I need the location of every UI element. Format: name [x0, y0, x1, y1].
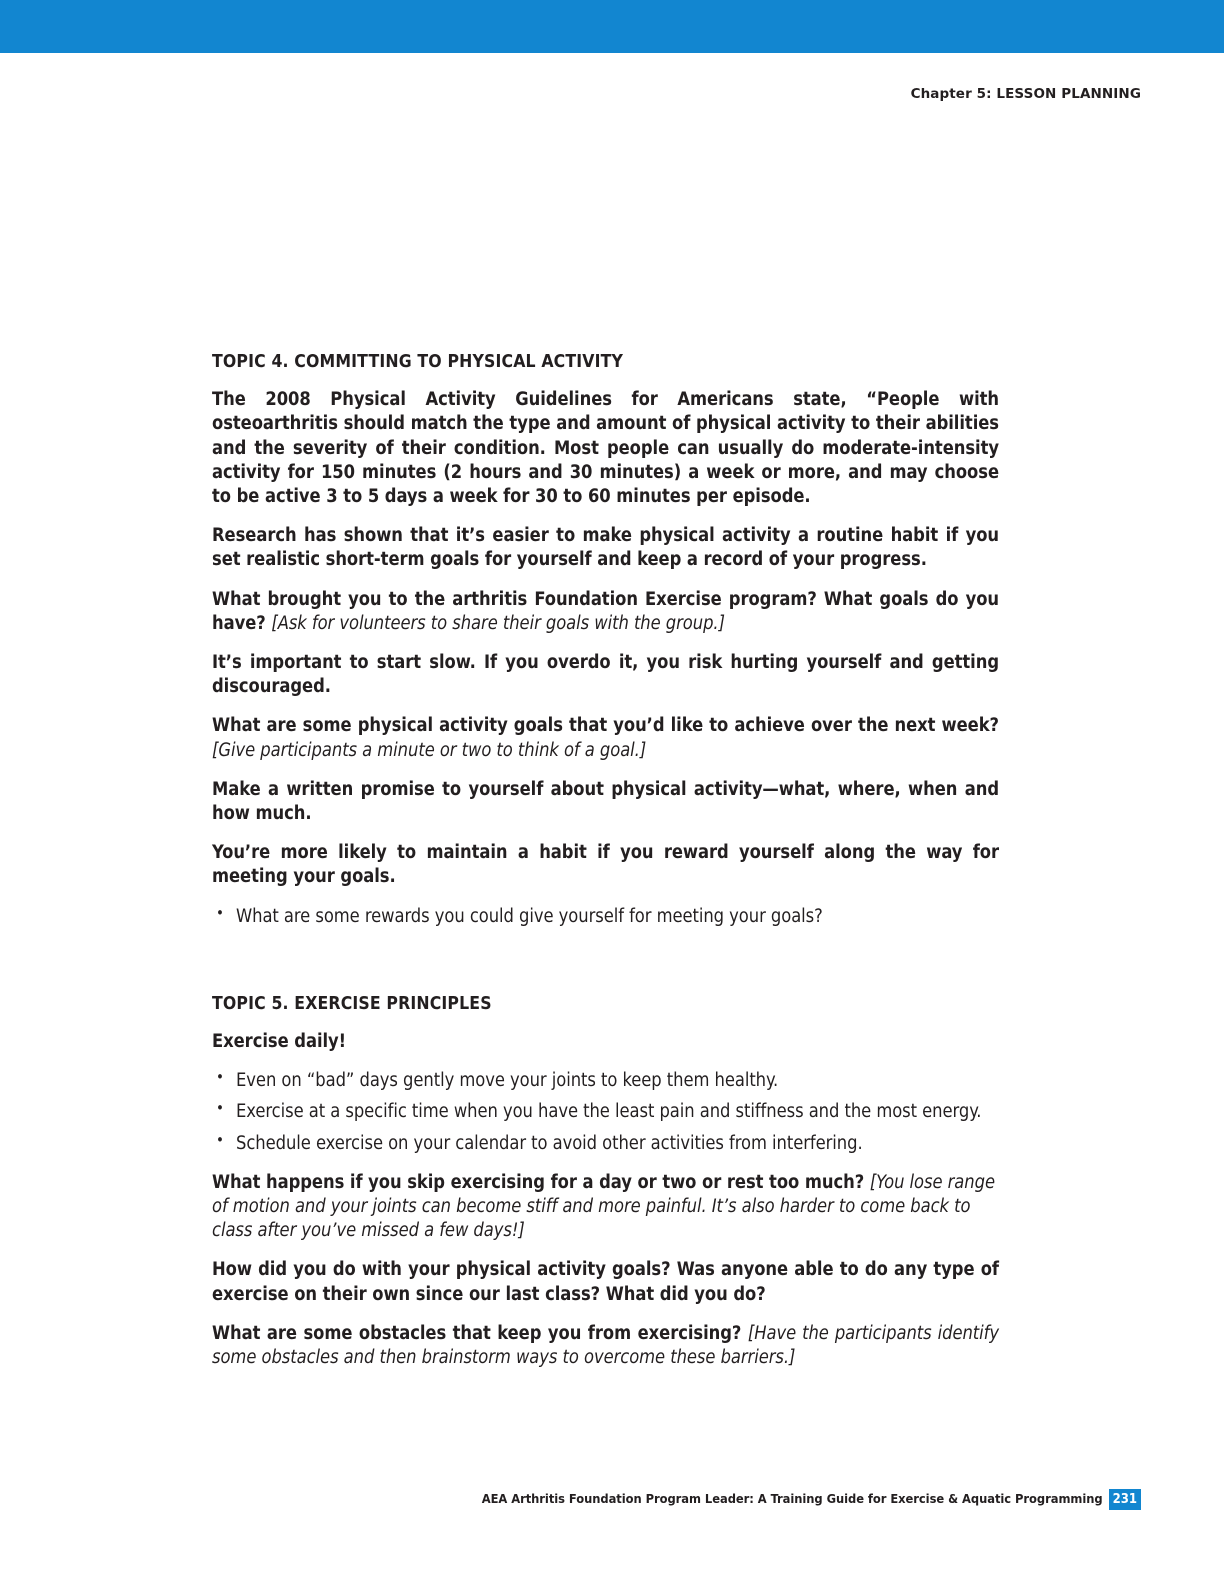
- facilitator-note: [You lose range of motion and your joints can become stiff and more painful. It’s also harder to come back to class after you’ve missed a few days!]: [212, 1171, 995, 1242]
- paragraph: [212, 388, 999, 509]
- section-spacer: [212, 944, 999, 994]
- topic-heading-5: TOPIC 5. EXERCISE PRINCIPLES: [212, 993, 492, 1014]
- paragraph: [212, 588, 999, 636]
- list-item: • Exercise at a specific time when you have the least pain and stiffness and the most energy.: [212, 1100, 999, 1124]
- paragraph: [212, 1030, 999, 1054]
- paragraph: [212, 1258, 999, 1306]
- paragraph-bold-text: How did you do with your physical activity goals? Was anyone able to do any type of exercise on their own since our last class? What did you do?: [212, 1259, 999, 1305]
- facilitator-note: [Give participants a minute or two to think of a goal.]: [212, 739, 647, 761]
- paragraph: [212, 651, 999, 699]
- paragraph-bold-text: What are some physical activity goals that you’d like to achieve over the next week?: [212, 715, 999, 737]
- paragraph: [212, 714, 999, 762]
- paragraph-bold-text: The 2008 Physical Activity Guidelines for Americans state, “People with osteoarthritis should match the type and amount of physical activity to their abilities and the severity of their condition. Most people can usually do moderate-intensity activity for 150 minutes (2 hours and 30 minutes) a week or more, and may choose to be active 3 to 5 days a week for 30 to 60 minutes per episode.: [212, 389, 999, 507]
- paragraph-bold-text: Make a written promise to yourself about physical activity—what, where, when and how much.: [212, 778, 999, 824]
- paragraph-bold-text: What are some obstacles that keep you from exercising?: [212, 1322, 742, 1344]
- paragraph-bold-text: What happens if you skip exercising for a day or two or rest too much?: [212, 1171, 865, 1193]
- paragraph: [212, 524, 999, 572]
- running-head: Chapter 5: LESSON PLANNING: [910, 86, 1141, 102]
- paragraph-bold-text: It’s important to start slow. If you overdo it, you risk hurting yourself and getting discouraged.: [212, 651, 999, 698]
- facilitator-note: [Ask for volunteers to share their goals with the group.]: [271, 612, 725, 634]
- bullet-list: [212, 905, 999, 929]
- paragraph: [212, 778, 999, 826]
- topic-heading-4: TOPIC 4. COMMITTING TO PHYSICAL ACTIVITY: [212, 352, 624, 372]
- page-number-badge: 231: [1109, 1489, 1141, 1510]
- list-item: • Schedule exercise on your calendar to avoid other activities from interfering.: [212, 1132, 999, 1156]
- list-item: • What are some rewards you could give yourself for meeting your goals?: [212, 905, 999, 929]
- paragraph: [212, 841, 999, 889]
- paragraph-bold-text: Research has shown that it’s easier to make physical activity a routine habit if you set realistic short-term goals for yourself and keep a record of your progress.: [212, 525, 999, 571]
- paragraph: [212, 1322, 999, 1370]
- page-content: [212, 352, 999, 1385]
- top-accent-bar: [0, 0, 1224, 53]
- paragraph-bold-text: What brought you to the arthritis Foundation Exercise program? What goals do you have?: [212, 588, 999, 634]
- paragraph-bold-text: Exercise daily!: [212, 1030, 347, 1052]
- paragraph: [212, 1171, 999, 1244]
- paragraph-bold-text: You’re more likely to maintain a habit if you reward yourself along the way for meeting your goals.: [212, 842, 999, 888]
- footer-title: AEA Arthritis Foundation Program Leader: A Training Guide for Exercise & Aquatic Programming: [481, 1492, 1103, 1507]
- facilitator-note: [Have the participants identify some obstacles and then brainstorm ways to overcome these barriers.]: [212, 1322, 999, 1368]
- page-footer: [0, 1489, 1141, 1510]
- list-item: • Even on “bad” days gently move your joints to keep them healthy.: [212, 1069, 999, 1093]
- bullet-list: [212, 1069, 999, 1156]
